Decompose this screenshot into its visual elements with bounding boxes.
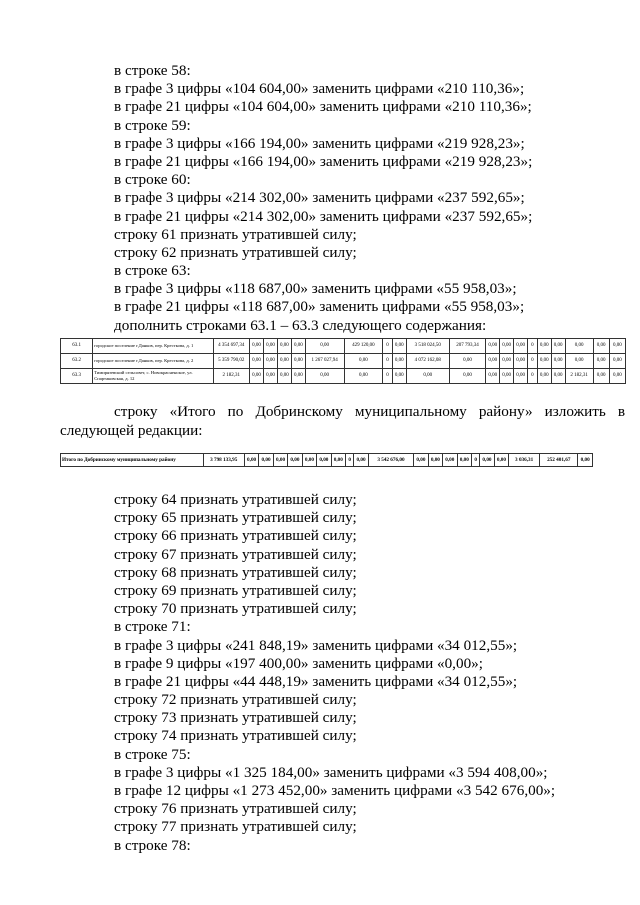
address-cell: городское поселение г.Данков, пер. Кресткова, д. 1 <box>93 339 213 354</box>
value-cell: 0 <box>383 354 393 369</box>
value-cell: 0,00 <box>609 339 625 354</box>
value-cell: 0,00 <box>263 369 277 384</box>
value-cell: 0,00 <box>486 354 500 369</box>
value-cell: 3 542 676,00 <box>368 454 413 467</box>
value-cell: 0,00 <box>305 369 344 384</box>
new-rows-table <box>60 338 626 384</box>
value-cell: 0,00 <box>263 339 277 354</box>
text-line: в графе 21 цифры «166 194,00» заменить цифрами «219 928,23»; <box>114 152 533 170</box>
text-line: строку 65 признать утратившей силу; <box>114 509 357 527</box>
text-line: строку 66 признать утратившей силу; <box>114 527 357 545</box>
value-cell: 207 793,34 <box>449 339 486 354</box>
value-cell: 0,00 <box>609 354 625 369</box>
value-cell: 0,00 <box>291 354 305 369</box>
value-cell: 0,00 <box>392 339 406 354</box>
value-cell: 0,00 <box>486 339 500 354</box>
value-cell: 0 <box>471 454 479 467</box>
amendment-list-top <box>114 62 594 335</box>
value-cell: 0,00 <box>250 339 264 354</box>
table-row <box>61 339 626 354</box>
value-cell: 0,00 <box>354 454 368 467</box>
value-cell: 4 072 162,08 <box>406 354 449 369</box>
value-cell: 0,00 <box>593 369 609 384</box>
text-line: в графе 21 цифры «118 687,00» заменить цифрами «55 958,03»; <box>114 298 525 316</box>
value-cell: 0,00 <box>392 354 406 369</box>
row-number-cell: 63.2 <box>61 354 93 369</box>
value-cell: 0,00 <box>305 339 344 354</box>
value-cell: 0,00 <box>514 369 528 384</box>
value-cell: 0,00 <box>551 354 565 369</box>
value-cell: 0,00 <box>250 354 264 369</box>
row-number-cell: 63.1 <box>61 339 93 354</box>
value-cell: 0,00 <box>331 454 345 467</box>
value-cell: 0,00 <box>259 454 273 467</box>
total-row-table <box>60 453 593 467</box>
value-cell: 2 182,31 <box>213 369 250 384</box>
value-cell: 252 401,67 <box>540 454 578 467</box>
text-line: в графе 12 цифры «1 273 452,00» заменить цифрами «3 542 676,00»; <box>114 782 556 799</box>
text-line: строку 72 признать утратившей силу; <box>114 691 357 709</box>
text-line: строку 70 признать утратившей силу; <box>114 600 357 618</box>
value-cell: 0,00 <box>291 339 305 354</box>
value-cell: 0,00 <box>593 339 609 354</box>
value-cell: 0,00 <box>263 354 277 369</box>
text-line: в графе 21 цифры «104 604,00» заменить цифрами «210 110,36»; <box>114 98 532 116</box>
value-cell: 0,00 <box>565 339 593 354</box>
value-cell: 0,00 <box>273 454 287 467</box>
value-cell: 0 <box>528 354 538 369</box>
value-cell: 0,00 <box>428 454 442 467</box>
text-line: в строке 63: <box>114 262 191 280</box>
value-cell: 0,00 <box>250 369 264 384</box>
value-cell: 0,00 <box>449 354 486 369</box>
text-line: в графе 21 цифры «214 302,00» заменить цифрами «237 592,65»; <box>114 207 533 225</box>
value-cell: 0,00 <box>500 369 514 384</box>
value-cell: 0,00 <box>344 369 383 384</box>
value-cell: 0,00 <box>277 339 291 354</box>
value-cell: 0,00 <box>317 454 331 467</box>
text-line: в строке 59: <box>114 116 191 134</box>
value-cell: 0,00 <box>609 369 625 384</box>
value-cell: 0,00 <box>514 339 528 354</box>
value-cell: 0,00 <box>480 454 494 467</box>
value-cell: 0,00 <box>344 354 383 369</box>
address-cell: Тимирязевский сельсовет, с. Новокрасненское, ул. Спартаковская, д. 12 <box>93 369 213 384</box>
value-cell: 0,00 <box>302 454 316 467</box>
text-line: в строке 58: <box>114 62 191 79</box>
text-line: дополнить строками 63.1 – 63.3 следующего содержания: <box>114 316 487 334</box>
value-cell: 0,00 <box>551 369 565 384</box>
text-line: строку 77 признать утратившей силу; <box>114 818 357 836</box>
text-line: строку 76 признать утратившей силу; <box>114 800 357 818</box>
value-cell: 0,00 <box>514 354 528 369</box>
text-line: в графе 3 цифры «1 325 184,00» заменить цифрами «3 594 408,00»; <box>114 763 548 781</box>
text-line: в графе 3 цифры «214 302,00» заменить цифрами «237 592,65»; <box>114 189 525 207</box>
text-line: строку 68 признать утратившей силу; <box>114 563 357 581</box>
table-row <box>61 354 626 369</box>
text-line: в строке 78: <box>114 836 191 854</box>
value-cell: 0,00 <box>537 369 551 384</box>
value-cell: 0,00 <box>537 354 551 369</box>
value-cell: 0,00 <box>494 454 508 467</box>
amendment-list-bottom <box>114 491 594 855</box>
text-line: в графе 9 цифры «197 400,00» заменить цифрами «0,00»; <box>114 654 483 672</box>
value-cell: 0,00 <box>537 339 551 354</box>
text-line: в графе 3 цифры «118 687,00» заменить цифрами «55 958,03»; <box>114 280 517 298</box>
text-line: следующей редакции: <box>60 422 203 439</box>
value-cell: 0,00 <box>578 454 593 467</box>
value-cell: 0 <box>346 454 354 467</box>
value-cell: 0,00 <box>414 454 428 467</box>
value-cell: 0,00 <box>291 369 305 384</box>
value-cell: 0,00 <box>244 454 258 467</box>
value-cell: 0,00 <box>277 354 291 369</box>
value-cell: 0,00 <box>406 369 449 384</box>
total-label-cell: Итого по Добринскому муниципальному району <box>61 454 204 467</box>
value-cell: 4 354 697,34 <box>213 339 250 354</box>
value-cell: 3 518 024,50 <box>406 339 449 354</box>
text-line: строку 73 признать утратившей силу; <box>114 709 357 727</box>
text-line: строку 69 признать утратившей силу; <box>114 581 357 599</box>
text-line: строку «Итого по Добринскому муниципальному району» изложить в <box>114 403 625 420</box>
value-cell: 0,00 <box>457 454 471 467</box>
text-line: в строке 60: <box>114 171 191 189</box>
value-cell: 0,00 <box>486 369 500 384</box>
value-cell: 3 036,31 <box>509 454 540 467</box>
value-cell: 0 <box>383 339 393 354</box>
text-line: в графе 21 цифры «44 448,19» заменить цифрами «34 012,55»; <box>114 672 518 690</box>
text-line: в строке 75: <box>114 745 191 763</box>
value-cell: 0 <box>528 369 538 384</box>
value-cell: 0 <box>383 369 393 384</box>
value-cell: 0,00 <box>449 369 486 384</box>
table-row <box>61 454 593 467</box>
address-cell: городское поселение г.Данков, пер. Кресткова, д. 2 <box>93 354 213 369</box>
value-cell: 0,00 <box>443 454 457 467</box>
text-line: в строке 71: <box>114 618 191 636</box>
text-line: строку 62 признать утратившей силу; <box>114 243 357 261</box>
value-cell: 5 359 790,02 <box>213 354 250 369</box>
value-cell: 429 120,00 <box>344 339 383 354</box>
table-row <box>61 369 626 384</box>
value-cell: 0,00 <box>565 354 593 369</box>
text-line: в графе 3 цифры «241 848,19» заменить цифрами «34 012,55»; <box>114 636 518 654</box>
text-line: строку 74 признать утратившей силу; <box>114 727 357 745</box>
text-line: в графе 3 цифры «104 604,00» заменить цифрами «210 110,36»; <box>114 80 525 98</box>
value-cell: 0,00 <box>551 339 565 354</box>
value-cell: 0,00 <box>392 369 406 384</box>
value-cell: 1 267 027,94 <box>305 354 344 369</box>
value-cell: 3 798 133,95 <box>203 454 244 467</box>
total-row-instruction <box>60 402 625 440</box>
value-cell: 0,00 <box>277 369 291 384</box>
text-line: строку 67 признать утратившей силу; <box>114 545 357 563</box>
text-line: строку 61 признать утратившей силу; <box>114 225 357 243</box>
value-cell: 0,00 <box>500 354 514 369</box>
value-cell: 0 <box>528 339 538 354</box>
value-cell: 2 182,31 <box>565 369 593 384</box>
text-line: в графе 3 цифры «166 194,00» заменить цифрами «219 928,23»; <box>114 134 525 152</box>
text-line: строку 64 признать утратившей силу; <box>114 491 357 508</box>
value-cell: 0,00 <box>593 354 609 369</box>
value-cell: 0,00 <box>500 339 514 354</box>
row-number-cell: 63.3 <box>61 369 93 384</box>
value-cell: 0,00 <box>288 454 302 467</box>
